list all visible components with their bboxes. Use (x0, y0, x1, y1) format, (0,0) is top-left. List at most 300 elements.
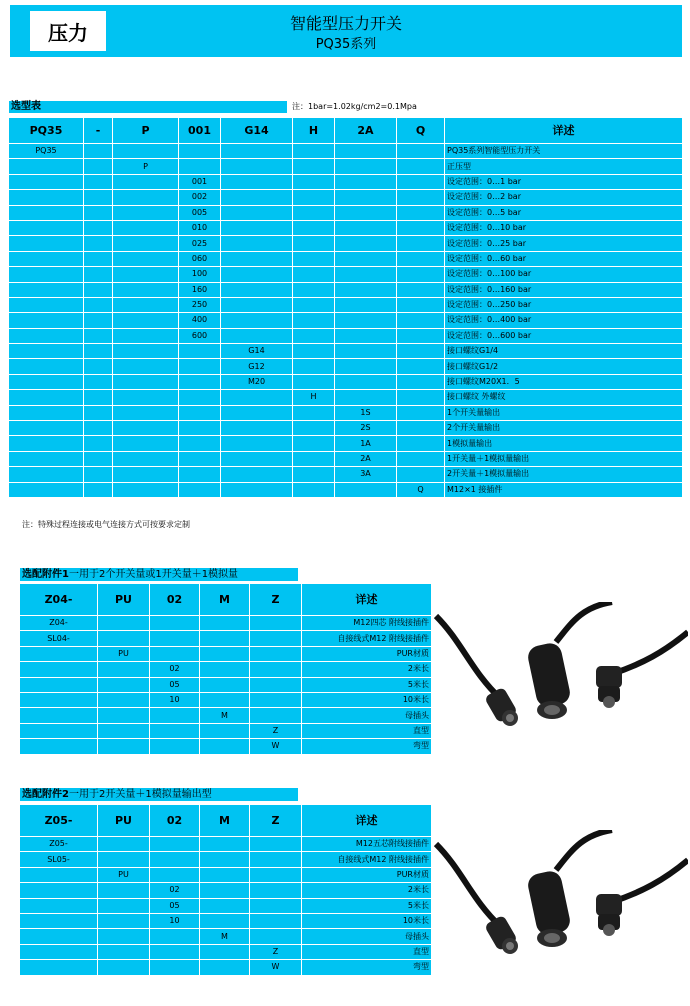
selection-cell (113, 344, 179, 359)
selection-cell (84, 236, 113, 251)
selection-cell (9, 251, 84, 266)
selection-cell: 设定范围：0…2 bar (445, 190, 683, 205)
selection-row (9, 344, 683, 359)
selection-cell: 2个开关量输出 (445, 421, 683, 436)
selection-cell (335, 482, 397, 497)
accessory1-row (20, 708, 432, 723)
selection-cell (9, 390, 84, 405)
accessory2-cell (150, 960, 200, 975)
selection-cell (179, 359, 221, 374)
selection-cell (397, 344, 445, 359)
accessory1-cell (250, 662, 302, 677)
selection-header-cell: P (113, 118, 179, 144)
accessory1-header-cell: 02 (150, 584, 200, 616)
accessory1-cell (20, 646, 98, 661)
accessory1-cell: 05 (150, 677, 200, 692)
accessory1-title (20, 568, 298, 581)
selection-cell: 设定范围：0…1 bar (445, 174, 683, 189)
selection-cell (9, 313, 84, 328)
selection-cell (84, 436, 113, 451)
selection-cell (221, 236, 293, 251)
selection-cell: 设定范围：0…10 bar (445, 220, 683, 235)
accessory1-cell (150, 739, 200, 754)
selection-cell (293, 174, 335, 189)
selection-header-cell: 详述 (445, 118, 683, 144)
selection-cell (221, 282, 293, 297)
selection-cell (113, 482, 179, 497)
selection-cell (221, 144, 293, 159)
selection-cell (113, 297, 179, 312)
selection-cell (335, 190, 397, 205)
selection-cell: Q (397, 482, 445, 497)
selection-cell (9, 482, 84, 497)
accessory2-cell: 02 (150, 883, 200, 898)
accessory2-cell (98, 852, 150, 867)
accessory2-cell: 5米长 (302, 898, 432, 913)
accessory2-cell (200, 883, 250, 898)
selection-cell (179, 421, 221, 436)
selection-cell: 2开关量＋1模拟量输出 (445, 467, 683, 482)
selection-cell (335, 359, 397, 374)
accessory2-cell: W (250, 960, 302, 975)
accessory2-cell (98, 837, 150, 852)
selection-row (9, 374, 683, 389)
accessory2-cell (98, 913, 150, 928)
selection-cell (397, 174, 445, 189)
selection-cell: 接口螺纹G1/2 (445, 359, 683, 374)
accessory1-cell (150, 723, 200, 738)
selection-cell (397, 467, 445, 482)
selection-cell (84, 313, 113, 328)
accessory2-row (20, 867, 432, 882)
accessory2-cell (250, 929, 302, 944)
selection-cell (84, 159, 113, 174)
selection-cell (9, 267, 84, 282)
accessory2-cell (200, 837, 250, 852)
selection-cell (221, 220, 293, 235)
accessory2-cell (20, 929, 98, 944)
accessory2-cell (200, 898, 250, 913)
selection-cell: 2A (335, 451, 397, 466)
selection-cell (293, 328, 335, 343)
accessory1-cell: 02 (150, 662, 200, 677)
page-subtitle: PQ35系列 (315, 37, 377, 52)
selection-cell (113, 251, 179, 266)
accessory1-cell: PU (98, 646, 150, 661)
accessory1-cell (98, 739, 150, 754)
accessory1-cell (200, 631, 250, 646)
selection-cell (113, 220, 179, 235)
selection-cell: 设定范围：0…250 bar (445, 297, 683, 312)
selection-row (9, 421, 683, 436)
accessory2-cell (250, 837, 302, 852)
accessory2-cell (20, 883, 98, 898)
accessory2-cell (200, 944, 250, 959)
selection-cell (113, 190, 179, 205)
selection-cell (84, 328, 113, 343)
accessory1-cell (250, 708, 302, 723)
accessory2-cell: M (200, 929, 250, 944)
selection-cell (221, 174, 293, 189)
accessory2-cell (98, 960, 150, 975)
selection-cell (84, 282, 113, 297)
selection-cell: G12 (221, 359, 293, 374)
accessory1-cell: 直型 (302, 723, 432, 738)
selection-cell (179, 482, 221, 497)
selection-cell (397, 313, 445, 328)
accessory1-cell (20, 708, 98, 723)
selection-cell (113, 282, 179, 297)
accessory1-cell (250, 616, 302, 631)
accessory1-title-rest: 一用于2个开关量或1开关量＋1模拟量 (68, 569, 239, 580)
selection-cell (9, 282, 84, 297)
selection-cell: M12×1 接插件 (445, 482, 683, 497)
selection-cell (397, 251, 445, 266)
selection-cell (293, 220, 335, 235)
accessory1-cell (98, 677, 150, 692)
accessory1-row (20, 739, 432, 754)
selection-cell (335, 282, 397, 297)
accessory2-table (19, 804, 432, 976)
accessory2-cell (250, 898, 302, 913)
selection-cell (9, 205, 84, 220)
accessory2-row (20, 944, 432, 959)
accessory1-cell: W (250, 739, 302, 754)
accessory2-cell: 直型 (302, 944, 432, 959)
accessory2-row (20, 837, 432, 852)
accessory1-header-row (20, 584, 432, 616)
selection-cell (397, 436, 445, 451)
accessory2-cell (98, 929, 150, 944)
accessory1-cell: 10米长 (302, 692, 432, 707)
selection-row (9, 205, 683, 220)
accessory2-cell: 2米长 (302, 883, 432, 898)
selection-header-cell: - (84, 118, 113, 144)
selection-cell (9, 190, 84, 205)
accessory2-cell (98, 898, 150, 913)
accessory2-cell (250, 852, 302, 867)
cable-connector-icon (432, 602, 688, 742)
selection-cell (221, 267, 293, 282)
selection-cell: 设定范围：0…400 bar (445, 313, 683, 328)
selection-row (9, 190, 683, 205)
selection-row (9, 359, 683, 374)
selection-cell: 001 (179, 174, 221, 189)
selection-cell: 设定范围：0…100 bar (445, 267, 683, 282)
selection-cell (293, 297, 335, 312)
accessory1-cell: 5米长 (302, 677, 432, 692)
selection-cell (84, 451, 113, 466)
accessory1-cell: Z (250, 723, 302, 738)
selection-cell (9, 328, 84, 343)
accessory2-cell (200, 913, 250, 928)
selection-cell (293, 467, 335, 482)
selection-cell (113, 405, 179, 420)
selection-cell: P (113, 159, 179, 174)
selection-cell (397, 328, 445, 343)
selection-cell (9, 220, 84, 235)
selection-cell (293, 421, 335, 436)
selection-cell (113, 390, 179, 405)
selection-cell: PQ35系列智能型压力开关 (445, 144, 683, 159)
accessory1-row (20, 646, 432, 661)
selection-cell (9, 421, 84, 436)
selection-row (9, 467, 683, 482)
selection-cell (9, 344, 84, 359)
selection-cell (84, 267, 113, 282)
accessory2-cell (98, 883, 150, 898)
accessory1-cell (20, 739, 98, 754)
accessory2-row (20, 929, 432, 944)
accessory2-title-bold: 选配附件2 (22, 789, 69, 800)
accessory1-cell (98, 692, 150, 707)
selection-cell (335, 174, 397, 189)
selection-cell (397, 451, 445, 466)
selection-cell (335, 251, 397, 266)
accessory1-cell (250, 692, 302, 707)
selection-cell: 250 (179, 297, 221, 312)
selection-cell (293, 190, 335, 205)
selection-cell (221, 390, 293, 405)
selection-cell (221, 328, 293, 343)
selection-cell: 1开关量＋1模拟量输出 (445, 451, 683, 466)
selection-title: 选型表 (9, 101, 287, 113)
selection-row (9, 144, 683, 159)
accessory2-cell (20, 898, 98, 913)
selection-cell (84, 390, 113, 405)
selection-header-cell: Q (397, 118, 445, 144)
accessory2-cell: M12五芯附线接插件 (302, 837, 432, 852)
selection-cell (84, 467, 113, 482)
accessory2-cell (150, 852, 200, 867)
selection-cell (221, 205, 293, 220)
selection-header-row (9, 118, 683, 144)
accessory1-cell (98, 708, 150, 723)
selection-cell (293, 451, 335, 466)
accessory2-cell (150, 837, 200, 852)
selection-cell (113, 313, 179, 328)
selection-cell (9, 436, 84, 451)
selection-cell (113, 267, 179, 282)
selection-cell (179, 405, 221, 420)
accessory1-cell: 2米长 (302, 662, 432, 677)
selection-cell (397, 267, 445, 282)
accessory1-cell (200, 662, 250, 677)
selection-row (9, 390, 683, 405)
selection-cell (335, 144, 397, 159)
selection-cell: 3A (335, 467, 397, 482)
selection-cell (84, 144, 113, 159)
accessory2-header-cell: Z05- (20, 805, 98, 837)
selection-cell (179, 390, 221, 405)
selection-cell (84, 405, 113, 420)
accessory1-header-cell: PU (98, 584, 150, 616)
selection-cell (9, 405, 84, 420)
selection-cell: 正压型 (445, 159, 683, 174)
selection-row (9, 282, 683, 297)
accessory1-cell (98, 723, 150, 738)
selection-cell (84, 482, 113, 497)
selection-cell (335, 159, 397, 174)
accessory1-header-cell: Z (250, 584, 302, 616)
selection-cell: 1个开关量输出 (445, 405, 683, 420)
selection-cell (84, 251, 113, 266)
selection-cell (335, 328, 397, 343)
accessory1-cell (150, 616, 200, 631)
selection-cell (84, 374, 113, 389)
selection-row (9, 313, 683, 328)
selection-cell: 设定范围：0…60 bar (445, 251, 683, 266)
accessory1-cell (98, 631, 150, 646)
accessory2-row (20, 852, 432, 867)
selection-cell (221, 313, 293, 328)
selection-cell (113, 421, 179, 436)
accessory2-cell (20, 867, 98, 882)
selection-cell (397, 205, 445, 220)
selection-header-cell: PQ35 (9, 118, 84, 144)
accessory1-row (20, 692, 432, 707)
selection-cell (221, 159, 293, 174)
accessory1-row (20, 662, 432, 677)
selection-cell (335, 236, 397, 251)
accessory1-title-bold: 选配附件1 (22, 569, 69, 580)
selection-cell (113, 467, 179, 482)
accessory1-cell (200, 739, 250, 754)
selection-row (9, 159, 683, 174)
selection-cell (9, 359, 84, 374)
selection-cell (397, 282, 445, 297)
selection-cell (335, 267, 397, 282)
selection-cell (397, 390, 445, 405)
selection-cell (293, 267, 335, 282)
selection-cell (293, 144, 335, 159)
selection-cell (397, 359, 445, 374)
accessory2-cell: 母插头 (302, 929, 432, 944)
selection-cell (397, 297, 445, 312)
accessory1-cell (200, 616, 250, 631)
accessory2-cell: 10 (150, 913, 200, 928)
selection-row (9, 174, 683, 189)
selection-cell (9, 236, 84, 251)
selection-header-cell: G14 (221, 118, 293, 144)
selection-cell (397, 374, 445, 389)
selection-cell (335, 344, 397, 359)
accessory1-cell (20, 662, 98, 677)
selection-cell: 设定范围：0…5 bar (445, 205, 683, 220)
selection-cell (113, 451, 179, 466)
selection-cell (179, 374, 221, 389)
accessory2-cell: PUR材质 (302, 867, 432, 882)
selection-cell (397, 144, 445, 159)
selection-cell (221, 436, 293, 451)
selection-cell (221, 482, 293, 497)
accessory1-cell: 10 (150, 692, 200, 707)
accessory2-row (20, 883, 432, 898)
selection-cell (221, 190, 293, 205)
selection-cell: 2S (335, 421, 397, 436)
selection-cell: 接口螺纹 外螺纹 (445, 390, 683, 405)
selection-cell: 400 (179, 313, 221, 328)
selection-cell (293, 159, 335, 174)
selection-cell (397, 405, 445, 420)
accessory1-cell: SL04- (20, 631, 98, 646)
accessory2-cell (20, 960, 98, 975)
selection-cell: 060 (179, 251, 221, 266)
accessory1-row (20, 631, 432, 646)
accessory2-cell: 10米长 (302, 913, 432, 928)
accessory2-header-row (20, 805, 432, 837)
selection-cell (84, 359, 113, 374)
accessory1-cell: Z04- (20, 616, 98, 631)
selection-cell (335, 297, 397, 312)
selection-cell: 025 (179, 236, 221, 251)
header-badge: 压力 (30, 11, 106, 51)
selection-cell (179, 159, 221, 174)
selection-note: 注：1bar=1.02kg/cm2=0.1Mpa (292, 102, 417, 111)
selection-cell: 002 (179, 190, 221, 205)
accessory1-header-cell: Z04- (20, 584, 98, 616)
accessory2-cell: Z05- (20, 837, 98, 852)
accessory2-cell (250, 867, 302, 882)
selection-row (9, 405, 683, 420)
selection-row (9, 436, 683, 451)
selection-cell (179, 344, 221, 359)
accessory1-cell (200, 677, 250, 692)
accessory2-header-cell: 详述 (302, 805, 432, 837)
accessory1-cell (20, 677, 98, 692)
accessory2-cell (20, 944, 98, 959)
accessory1-cell: M12四芯 附线接插件 (302, 616, 432, 631)
accessory1-cell (150, 646, 200, 661)
accessory2-cell (98, 944, 150, 959)
selection-cell (293, 282, 335, 297)
selection-cell (179, 467, 221, 482)
selection-cell (221, 451, 293, 466)
selection-cell (335, 205, 397, 220)
selection-cell (113, 374, 179, 389)
selection-cell (293, 405, 335, 420)
accessory2-cell (200, 960, 250, 975)
selection-cell: 1A (335, 436, 397, 451)
accessory1-cell (98, 662, 150, 677)
accessory2-row (20, 898, 432, 913)
accessory1-cell: 母插头 (302, 708, 432, 723)
accessory1-row (20, 677, 432, 692)
selection-cell (84, 297, 113, 312)
selection-cell (9, 159, 84, 174)
selection-cell (113, 328, 179, 343)
selection-cell (179, 436, 221, 451)
selection-row (9, 482, 683, 497)
header-bar (10, 5, 682, 57)
selection-cell (179, 451, 221, 466)
accessory2-cell (200, 852, 250, 867)
selection-cell (113, 144, 179, 159)
accessory2-cell (200, 867, 250, 882)
selection-cell: 设定范围：0…600 bar (445, 328, 683, 343)
accessory1-header-cell: M (200, 584, 250, 616)
accessory1-cell (98, 616, 150, 631)
selection-cell (221, 467, 293, 482)
selection-cell (9, 467, 84, 482)
selection-cell (113, 236, 179, 251)
accessory1-cell (250, 677, 302, 692)
accessory1-cell (250, 646, 302, 661)
selection-row (9, 297, 683, 312)
accessory1-cell (150, 631, 200, 646)
footer-note: 注：特殊过程连接或电气连接方式可按要求定制 (22, 520, 190, 529)
selection-row (9, 451, 683, 466)
